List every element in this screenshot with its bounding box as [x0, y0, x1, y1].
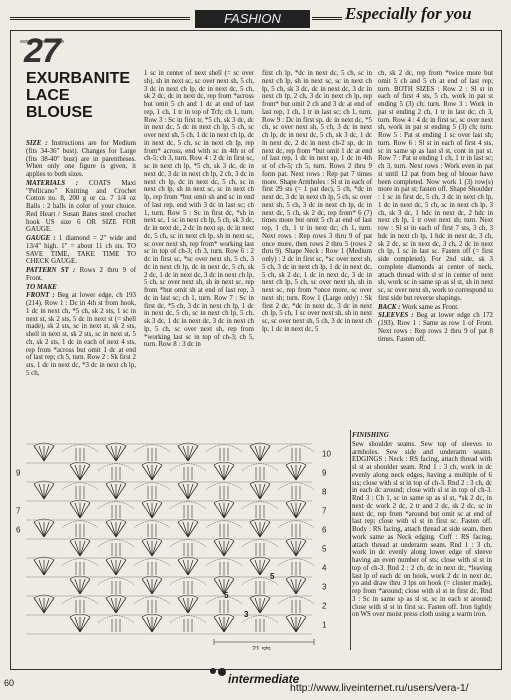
chart-stitch: [70, 503, 80, 518]
chart-stitch: [152, 617, 162, 632]
chart-row-label: 1: [322, 620, 327, 630]
chart-stitch: [80, 503, 85, 518]
chart-stitch: [147, 541, 152, 556]
crochet-chart: [14, 430, 348, 650]
watermark-url: http://www.liveinternet.ru/users/vera-1/: [290, 682, 469, 694]
chart-stitch: [178, 522, 188, 537]
chart-shell-arc: [178, 481, 198, 484]
paragraph-text: COATS Maxi "Pellicano" Knitting and Crochet Cotton no. 8, 200 g or ca. 7 1/4 oz Balls : 2 balls in color of your choice. Red Heart / Susan Bates steel crochet hook US size 6 OR SIZE FOR GAUGE.: [26, 179, 136, 234]
chart-stitch: [255, 560, 260, 575]
chart-row-label: 3: [322, 582, 327, 592]
chart-stitch: [116, 484, 126, 499]
chart-stitch: [80, 579, 90, 594]
text-column-2: [144, 70, 254, 350]
chart-stitch: [188, 484, 198, 499]
chart-stitch: [142, 503, 152, 518]
chart-shell-arc: [34, 443, 54, 446]
chart-stitch: [296, 579, 301, 594]
chart-stitch: [178, 446, 188, 461]
chart-row-label: 2: [322, 601, 327, 611]
chart-stitch: [152, 541, 162, 556]
header-rule-left: [10, 17, 190, 20]
pattern-title: [26, 70, 141, 121]
chart-stitch: [152, 541, 157, 556]
chart-shell-arc: [250, 481, 270, 484]
chart-shell-arc: [70, 576, 90, 579]
paragraph-text: Beg at lower edge, ch 193 (214). Row 1 : Dc in 4th st from hook, 1 dc in next ch, *5 ch, sk 2 sts, 1 sc in next st, sk 2 sts, 5 dc in next st (= shell made), sk 2 sts, sc in next st, sk 2 sts, shell in next st, sk 2 sts, sc in next st, 5 ch, sk 2 sts, 1 dc in each of next 4 sts, rep from *across but omit 1 dc at end of last rep; ch 5, turn. Row 2 : Sk first 2 sts, 1 dc in next dc, *3 dc in next ch lp, 5 ch,: [26, 292, 136, 377]
chart-stitch: [142, 617, 152, 632]
chart-stitch: [70, 579, 80, 594]
page-number: 60: [4, 678, 15, 688]
chart-width-label: 21 sts: [252, 646, 271, 650]
chart-shell-arc: [70, 538, 90, 541]
chart-shell-arc: [178, 595, 198, 598]
paragraph-text: 1 sc in center of next shell (= sc over sh), sh in next sc, sc over next sh, 5 ch, 3 dc in next ch lp, dc in next dc, 5 ch, sk 2 dc, dc in next dc, rep from *across but omit 5 ch and 1 dc at end of last rep, 1 ch, 1 tr in top of Tch; ch 1, turn. Row 3 : Sc in first tr, *5 ch, sk 3 dc, dc in next dc, 5 dc in next ch lp, 5 ch, sc over next sh, 5 ch, 1 dc in next ch lp, dc in next dc, 5 ch, sc in next ch lp, rep from* across, end with sc in 4th st of ch-5; ch 3, turn. Row 4 : 2 dc in first sc, sc in next ch lp, *5 ch, sk 3 dc, dc in next dc, 3 dc in next ch lp, 2 ch, 3 dc in next ch lp, dc in next dc, 5 ch, sc in next ch lp, sh in next sc, sc in next ch lp, rep from *but omit sh and sc in end of last rep, end with 3 dc in last sc; ch 1, turn. Row 5 : Sc in first dc, *sh in next sc, 1 sc in next ch lp, 5 ch, sk 3 dc, dc in next dc, 2 dc in next sp, dc in next dc, 5 ch, sc in next ch lp, sh in next sc, sc over next sh, rep from* working last sc in top of ch-3; ch 3, turn. Row 6 : 2 dc in first sc, *sc over next sh, 5 ch, 3 dc in next ch lp, dc in next dc, 5 ch, sk 2 dc, 1 dc in next dc, 3 dc in next ch lp, 5 ch, sc over next sh, sh in next sc, rep from *but omit sh at end of last rep, 3 dc in last sc; ch 1, turn. Row 7 : Sc in first dc, *5 ch, 3 dc in next ch lp, 1 dc in next dc, 5 ch, sc in next ch lp, 5 ch, sk 3 dc, 1 dc in next dc, 3 dc in next ch lp, 5 ch, sc over next sh, rep from *working last sc in top of ch-3; ch 5, turn. Row 8 : 3 dc in: [144, 70, 254, 349]
chart-inner-label: 5: [224, 591, 229, 600]
chart-stitch: [116, 522, 126, 537]
section-heading: FRONT :: [26, 292, 55, 300]
yarn-ball-icon: [218, 668, 226, 676]
chart-stitch: [39, 598, 44, 613]
chart-shell-arc: [214, 500, 234, 503]
paragraph-text: first ch lp, *dc in next dc, 5 ch, sc in next ch lp, sh in next sc, sc in next ch lp, 5 ch, sk 3 dc, dc in next dc, 3 dc in next ch lp, 2 ch, 3 dc in next ch lp, rep from* but omit 2 ch and 3 dc at end of last rep, 1 ch, 1 tr in last sc; ch 1, turn. Row 9 : Dc in first sp, dc in next dc, *5 ch, sc over next sh, 5 ch, 3 dc in next ch lp, dc in next dc, 5 ch, sk 3 dc, 1 dc in next dc, 2 dc in next ch-2 sp, dc in next dc, rep from *but omit 1 dc at end of last rep, 1 dc in next sp, 1 dc in 4th st of ch-5; ch 5, turn. Rows 2 thru 9 form pat. Next rows : Rep pat 7 times more. Shape Armholes : Sl st in each of first 29 sts (= 1 pat dec), 5 ch, *dc in next dc, 3 dc in next ch lp, 5 ch, sc over next sh, 5 ch, 3 dc in next ch lp, dc in next dc, 5 ch, sk 2 dc, rep from* 6 (7) times more but omit 5 ch at end of last rep, 1 ch, 1 tr in next dc; ch 1, turn. Next rows : Rep rows 3 thru 9 of pat once more, then rows 2 thru 5 (rows 2 thru 9). Shape Neck : Row 1 (Medium only) : 2 dc in first sc, *sc over next sh, 5 ch, 3 dc in next ch lp, 1 dc in next dc, 5 ch, sk 2 dc, 1 dc in next dc, 3 dc in next ch lp, 5 ch, sc over next sh, sh in next sc, rep from *once more, sc over next sh; turn. Row 1 (Large only) : Sk first 2 dc, *dc in next dc, 3 dc in next ch lp, 5 ch, 1 sc over next sh, sh in next sc, sc over next sh, 5 ch, 3 dc in next ch lp, 1 dc in next dc, 5: [262, 70, 372, 333]
chart-shell-arc: [178, 557, 198, 560]
chart-stitch: [219, 465, 224, 480]
chart-stitch: [219, 541, 224, 556]
chart-stitch: [291, 503, 296, 518]
header-tagline: Especially for you: [345, 4, 472, 23]
chart-stitch: [44, 446, 54, 461]
chart-shell-arc: [286, 614, 306, 617]
chart-row-label: 4: [322, 563, 327, 573]
chart-stitch: [183, 446, 188, 461]
chart-stitch: [152, 465, 157, 480]
title-line: LACE: [26, 87, 70, 104]
paragraph: [26, 292, 136, 377]
chart-shell-arc: [34, 557, 54, 560]
chart-stitch: [183, 522, 188, 537]
chart-stitch: [296, 503, 306, 518]
finishing-column: [352, 432, 492, 620]
chart-stitch: [188, 560, 198, 575]
chart-stitch: [296, 617, 301, 632]
chart-stitch: [116, 560, 121, 575]
chart-stitch: [296, 465, 301, 480]
chart-stitch: [291, 465, 296, 480]
chart-stitch: [116, 446, 126, 461]
paragraph-text: 1 diamond = 2" wide and 13/4" high. 1" = about 11 ch sts. TO SAVE TIME, TAKE TIME TO CHECK GAUGE.: [26, 235, 136, 266]
chart-stitch: [80, 617, 85, 632]
chart-stitch: [70, 541, 80, 556]
chart-stitch: [224, 541, 229, 556]
chart-stitch: [152, 465, 162, 480]
paragraph: [352, 441, 492, 619]
text-column-4: [378, 70, 493, 344]
chart-stitch: [260, 560, 265, 575]
chart-stitch: [152, 503, 157, 518]
chart-stitch: [75, 541, 80, 556]
chart-stitch: [70, 617, 80, 632]
chart-inner-label: 3: [244, 610, 249, 619]
chart-stitch: [70, 465, 80, 480]
chart-stitch: [224, 503, 234, 518]
chart-stitch: [34, 598, 44, 613]
chart-stitch: [188, 446, 193, 461]
yarn-ball-icon: [210, 668, 216, 674]
section-heading: BACK :: [378, 303, 401, 311]
chart-stitch: [214, 465, 224, 480]
section-label: FASHION CROCHET: [195, 10, 310, 28]
chart-shell-arc: [286, 576, 306, 579]
chart-stitch: [214, 579, 224, 594]
chart-stitch: [147, 579, 152, 594]
chart-stitch: [111, 484, 116, 499]
difficulty-badge: intermediate: [228, 672, 300, 686]
section-heading: TO MAKE: [26, 283, 57, 291]
chart-stitch: [291, 579, 296, 594]
paragraph: [378, 70, 493, 303]
chart-stitch: [75, 579, 80, 594]
text-column-1: [26, 140, 136, 379]
chart-stitch: [286, 465, 296, 480]
section-heading: MATERIALS :: [26, 179, 79, 187]
chart-stitch: [44, 484, 49, 499]
section-heading: GAUGE :: [26, 235, 56, 242]
title-line: EXURBANITE: [26, 70, 131, 87]
chart-stitch: [260, 484, 265, 499]
paragraph: [26, 235, 136, 266]
paragraph-text: Work same as Front.: [400, 303, 459, 311]
chart-row-label: 6: [16, 525, 21, 535]
chart-stitch: [260, 598, 270, 613]
chart-shell-arc: [106, 595, 126, 598]
chart-stitch: [75, 617, 80, 632]
chart-stitch: [147, 503, 152, 518]
chart-shell-arc: [70, 462, 90, 465]
paragraph: [378, 312, 493, 343]
chart-stitch: [188, 484, 193, 499]
chart-stitch: [250, 560, 260, 575]
chart-stitch: [255, 446, 260, 461]
chart-shell-arc: [142, 614, 162, 617]
chart-stitch: [260, 598, 265, 613]
chart-stitch: [44, 446, 49, 461]
chart-shell-arc: [178, 443, 198, 446]
chart-stitch: [224, 465, 234, 480]
chart-shell-arc: [286, 500, 306, 503]
chart-stitch: [296, 541, 301, 556]
chart-shell-arc: [142, 576, 162, 579]
chart-stitch: [183, 484, 188, 499]
chart-shell-arc: [142, 462, 162, 465]
chart-stitch: [188, 522, 193, 537]
paragraph: [378, 304, 493, 312]
chart-stitch: [106, 598, 116, 613]
chart-stitch: [106, 446, 116, 461]
chart-shell-arc: [286, 538, 306, 541]
chart-shell-arc: [106, 481, 126, 484]
chart-stitch: [286, 541, 296, 556]
chart-stitch: [183, 598, 188, 613]
chart-stitch: [34, 560, 44, 575]
chart-stitch: [260, 522, 270, 537]
paragraph: [26, 267, 136, 283]
chart-shell-arc: [142, 500, 162, 503]
chart-stitch: [296, 465, 306, 480]
chart-stitch: [39, 484, 44, 499]
chart-shell-arc: [34, 481, 54, 484]
chart-stitch: [224, 617, 229, 632]
chart-stitch: [250, 598, 260, 613]
section-heading: PATTERN ST :: [26, 267, 76, 274]
chart-stitch: [44, 560, 49, 575]
chart-stitch: [44, 522, 54, 537]
chart-stitch: [39, 560, 44, 575]
chart-inner-label: 5: [270, 572, 275, 581]
chart-row-label: 9: [16, 468, 21, 478]
chart-stitch: [260, 522, 265, 537]
paragraph-text: Beg at lower edge ch 172 (193). Row 1 : Same as row 1 of Front. Next rows : Rep rows 2 thru 9 of pat 8 times. Fasten off.: [378, 312, 493, 343]
chart-stitch: [214, 541, 224, 556]
chart-stitch: [34, 446, 44, 461]
chart-shell-arc: [106, 557, 126, 560]
chart-stitch: [183, 560, 188, 575]
chart-stitch: [116, 598, 121, 613]
chart-stitch: [111, 598, 116, 613]
chart-stitch: [255, 484, 260, 499]
chart-stitch: [224, 465, 229, 480]
chart-stitch: [75, 503, 80, 518]
chart-shell-arc: [214, 614, 234, 617]
chart-stitch: [255, 598, 260, 613]
chart-stitch: [80, 465, 85, 480]
chart-shell-arc: [70, 500, 90, 503]
paragraph-text: ch, sk 2 dc, rep from *twice more but omit 5 ch and 5 ch at end of last rep; turn. BOTH SIZES : Row 2 : Sl st in each of first 4 sts, 5 ch, work in pat st ending 5 (3) ch; turn. Row 3 : Work in pat st ending 2 ch, 1 tr in last dc; ch 3, turn. Row 4 : 4 dc in first sc, sc over next sh, work in pat st ending 5 (3) ch; turn. Row 5 : Pat st ending 1 sc over last sh; turn. Row 6 : Sl st in each of first 4 sts, sc in same sp as last sl st, cont in pat st. Row 7 : Pat st ending 1 ch, 1 tr in last sc; ch 3, turn. Next rows : Work even in pat st until 12 pat from beg of blouse have been completed. Now work 1 (3) row(s) more in pat st; fasten off. Shape Shoulder : 1 sc in first dc, 5 ch, 3 dc in next ch lp, 1 dc in next dc, 5 ch, sc in next ch lp, 3 ch, sk 3 dc, 1 hdc in next dc, 2 hdc in next ch lp, 1 tr over next sh; turn. Next row : Sl st in each of first 7 sts, 3 ch, 3 hdc in next ch lp, 1 hdc in next dc, 3 ch, sk 2 dc, sc in next dc, 3 ch, 2 dc in next ch lp, 1 sc in last sc. Fasten off (= first side completed). For 2nd side, sk 3 complete diamonds at center of neck, attach thread with sl st in center of next sh, work sc in same sp as sl st, sh in next sc, sc over next sh, work to correspond to first side but reverse shapings.: [378, 70, 493, 302]
chart-stitch: [152, 579, 157, 594]
chart-shell-arc: [70, 614, 90, 617]
chart-stitch: [44, 484, 54, 499]
chart-shell-arc: [106, 519, 126, 522]
chart-stitch: [224, 541, 234, 556]
chart-shell-arc: [250, 595, 270, 598]
chart-shell-arc: [106, 443, 126, 446]
chart-stitch: [296, 541, 306, 556]
chart-stitch: [142, 541, 152, 556]
chart-stitch: [116, 446, 121, 461]
chart-stitch: [260, 446, 265, 461]
chart-stitch: [224, 617, 234, 632]
chart-stitch: [291, 541, 296, 556]
chart-stitch: [34, 522, 44, 537]
chart-stitch: [250, 522, 260, 537]
chart-row-label: 8: [322, 487, 327, 497]
chart-stitch: [178, 560, 188, 575]
section-heading: SLEEVES :: [378, 312, 414, 320]
chart-stitch: [116, 484, 121, 499]
chart-stitch: [178, 598, 188, 613]
chart-stitch: [188, 446, 198, 461]
chart-stitch: [152, 579, 162, 594]
chart-stitch: [219, 503, 224, 518]
chart-stitch: [80, 617, 90, 632]
chart-shell-arc: [250, 519, 270, 522]
paragraph: [262, 70, 372, 334]
chart-stitch: [214, 617, 224, 632]
chart-stitch: [178, 484, 188, 499]
chart-shell-arc: [286, 462, 306, 465]
column-divider: [350, 430, 351, 650]
chart-row-label: 9: [322, 468, 327, 478]
paragraph: [26, 180, 136, 234]
section-heading: FINISHING: [352, 432, 389, 439]
chart-shell-arc: [34, 595, 54, 598]
header-rule-right: [312, 17, 342, 20]
chart-stitch: [255, 522, 260, 537]
chart-stitch: [260, 484, 270, 499]
chart-stitch: [34, 484, 44, 499]
chart-stitch: [260, 560, 270, 575]
chart-row-label: 5: [322, 544, 327, 554]
chart-stitch: [106, 522, 116, 537]
chart-stitch: [214, 503, 224, 518]
chart-stitch: [106, 484, 116, 499]
chart-row-label: 7: [16, 506, 21, 516]
chart-stitch: [188, 560, 193, 575]
chart-stitch: [188, 598, 198, 613]
chart-stitch: [116, 598, 126, 613]
chart-shell-arc: [214, 462, 234, 465]
chart-stitch: [250, 484, 260, 499]
chart-stitch: [44, 560, 54, 575]
chart-stitch: [147, 465, 152, 480]
chart-stitch: [80, 579, 85, 594]
chart-stitch: [44, 598, 49, 613]
chart-stitch: [152, 617, 157, 632]
chart-stitch: [147, 617, 152, 632]
paragraph-text: Instructions are for Medium (fits 34-36" bust). Changes for Large (fits 38-40" bust) are in parentheses. When only one figure is given, it applies to both sizes.: [26, 140, 136, 178]
chart-row-label: 10: [322, 449, 331, 459]
chart-shell-arc: [214, 576, 234, 579]
chart-stitch: [116, 522, 121, 537]
paragraph-text: Rows 2 thru 9 of Front.: [26, 267, 137, 282]
chart-stitch: [291, 617, 296, 632]
paragraph: [144, 70, 254, 349]
chart-stitch: [286, 617, 296, 632]
paragraph: [26, 284, 136, 292]
chart-shell-arc: [214, 538, 234, 541]
chart-stitch: [44, 598, 54, 613]
chart-stitch: [188, 522, 198, 537]
title-line: BLOUSE: [26, 104, 93, 121]
chart-stitch: [111, 560, 116, 575]
chart-shell-arc: [142, 538, 162, 541]
chart-stitch: [80, 503, 90, 518]
chart-stitch: [142, 579, 152, 594]
chart-shell-arc: [250, 557, 270, 560]
chart-stitch: [219, 617, 224, 632]
section-heading: SIZE :: [26, 140, 48, 147]
chart-stitch: [188, 598, 193, 613]
chart-stitch: [44, 522, 49, 537]
chart-row-label: 7: [322, 506, 327, 516]
chart-stitch: [111, 446, 116, 461]
chart-stitch: [152, 503, 162, 518]
chart-shell-arc: [250, 443, 270, 446]
chart-stitch: [224, 503, 229, 518]
paragraph: [352, 432, 492, 440]
chart-shell-arc: [34, 519, 54, 522]
chart-stitch: [116, 560, 126, 575]
chart-stitch: [296, 617, 306, 632]
chart-stitch: [39, 522, 44, 537]
chart-stitch: [286, 503, 296, 518]
paragraph-text: Sew shoulder seams. Sew top of sleeves to armholes. Sew side and underarm seams. EDGINGS : Neck : RS facing, attach thread with sl st at shoulder seam. Rnd 1 : 3 ch, work in dc evenly along neck edges, having a multiple of 6 sts; close with sl st in top of ch-3. Rnd 2 : 3 ch, dc in each dc around; close with sl st in top of ch-3. Rnd 3 : Ch 1, sc in same sp as sl st, *sk 2 dc, in next dc work 2 dc, 2 tr and 2 dc, sk 2 dc, sc in next dc, rep from *around but omit sc at end of last rep; close with sl st in first sc. Fasten off. Body : RS facing, attach thread at side seam, then work same as Neck edging. Cuff : RS facing, attach thread at underarm seam. Rnd 1 : 3 ch, work in dc evenly along lower edge of sleeve having an even number of sts; close with sl st in top of ch-3. Rnd 2 : 2 ch, dc in next dc, *leaving last lp of each dc on hook, work 2 dc in next dc, yo and draw thru 3 lps on hook (= cluster made), rep from *around; close with sl st in first dc. Rnd 3 : Sc in same sp as sl st, sc in each st around; close with sl st in first sc. Fasten off. Iron lightly on WS over moist press cloth using a warm iron.: [352, 440, 492, 619]
chart-stitch: [296, 503, 301, 518]
chart-stitch: [142, 465, 152, 480]
chart-stitch: [111, 522, 116, 537]
chart-shell-arc: [178, 519, 198, 522]
chart-stitch: [106, 560, 116, 575]
chart-stitch: [80, 541, 90, 556]
paragraph: [26, 140, 136, 179]
chart-stitch: [39, 446, 44, 461]
chart-stitch: [75, 465, 80, 480]
chart-stitch: [80, 465, 90, 480]
chart-stitch: [80, 541, 85, 556]
chart-stitch: [286, 579, 296, 594]
chart-row-label: 6: [322, 525, 327, 535]
text-column-3: [262, 70, 372, 335]
chart-stitch: [296, 579, 306, 594]
chart-stitch: [250, 446, 260, 461]
pattern-number: 27: [24, 32, 60, 70]
chart-stitch: [260, 446, 270, 461]
